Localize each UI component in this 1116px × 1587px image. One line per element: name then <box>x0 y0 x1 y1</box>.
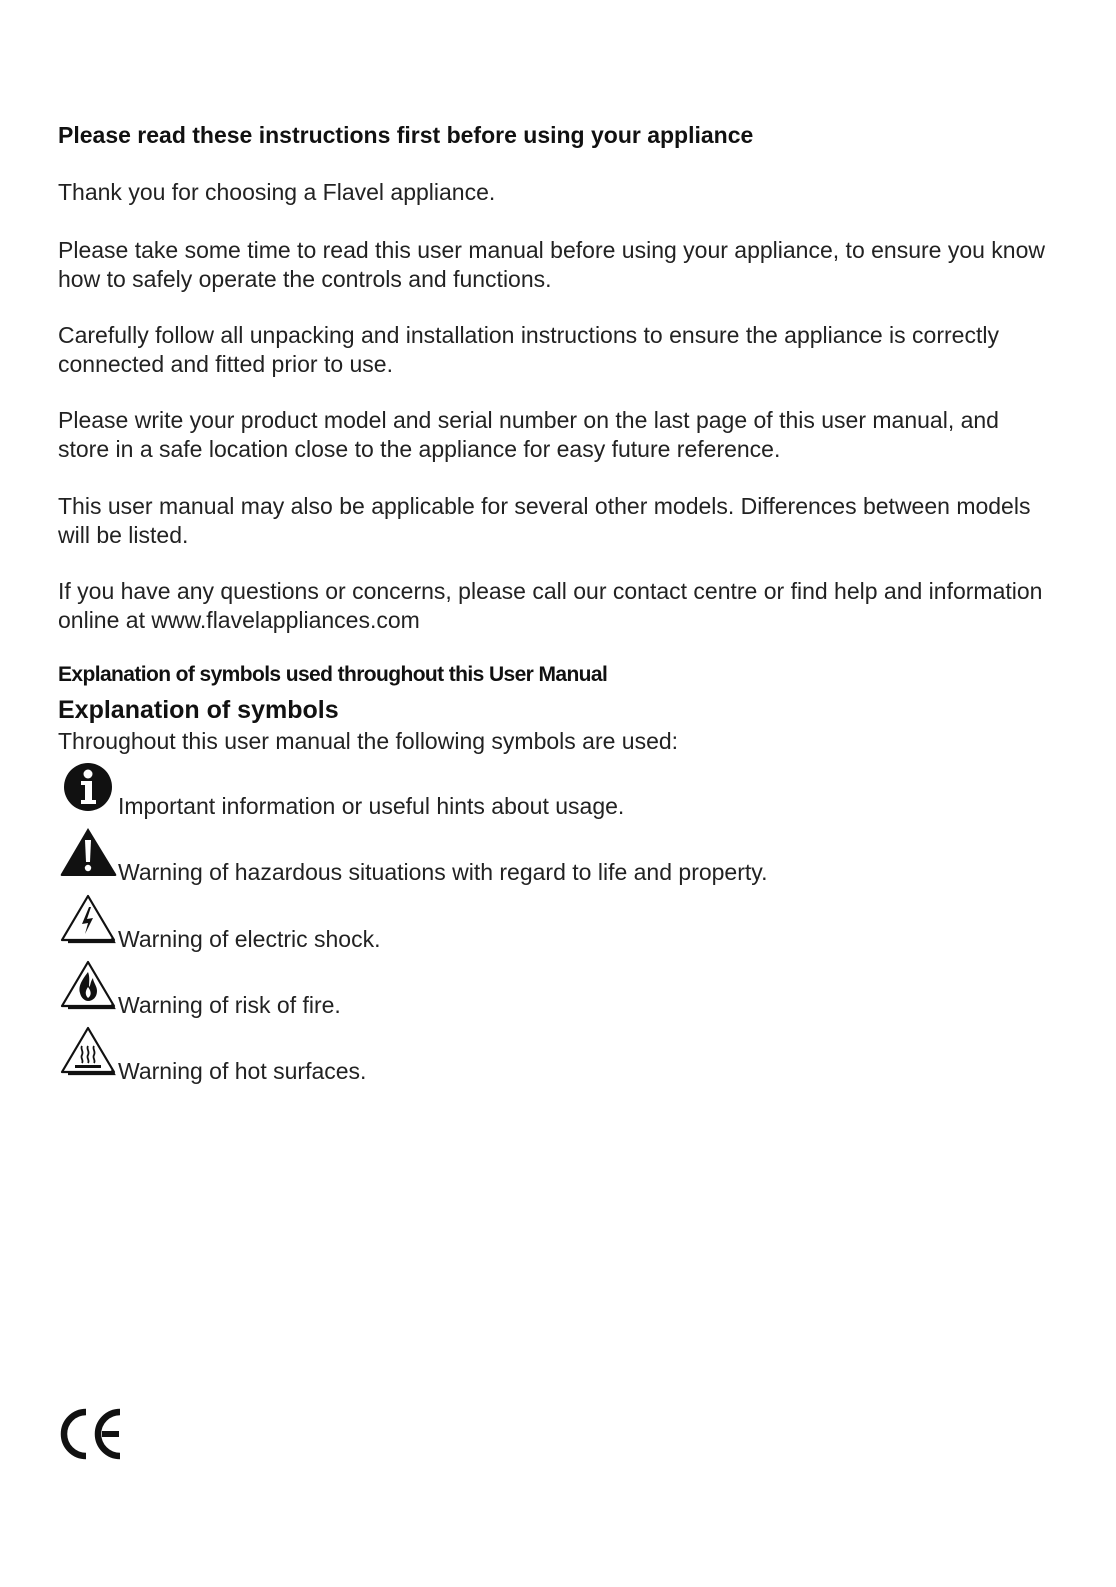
intro-paragraph-2: Please take some time to read this user manual before using your appliance, to ensure you know how to safely operate the controls and functions. <box>58 237 1046 292</box>
info-icon <box>60 760 118 816</box>
page-title: Please read these instructions first before using your appliance <box>58 122 754 148</box>
symbol-row-electric <box>58 892 958 952</box>
intro-paragraph-6: If you have any questions or concerns, please call our contact centre or find help and information online at www.flavelappliances.com <box>58 578 1043 633</box>
symbols-section-title: Explanation of symbols <box>58 696 339 724</box>
intro-paragraph-4: Please write your product model and serial number on the last page of this user manual, and store in a safe location close to the appliance for easy future reference. <box>58 407 999 462</box>
symbol-text-electric: Warning of electric shock. <box>118 926 381 952</box>
symbol-text-hazard: Warning of hazardous situations with regard to life and property. <box>118 859 768 885</box>
symbols-section-label: Explanation of symbols used throughout this User Manual <box>58 663 608 686</box>
symbol-text-info: Important information or useful hints about usage. <box>118 793 625 819</box>
intro-paragraph-1: Thank you for choosing a Flavel appliance. <box>58 179 496 205</box>
symbol-row-info <box>58 760 958 820</box>
fire-risk-icon <box>60 958 118 1014</box>
intro-paragraph-5: This user manual may also be applicable for several other models. Differences between models will be listed. <box>58 493 1031 548</box>
warning-hazard-icon <box>60 826 118 882</box>
symbol-row-hot-surface <box>58 1024 958 1084</box>
electric-shock-icon <box>60 892 118 948</box>
symbols-section-intro: Throughout this user manual the following symbols are used: <box>58 728 679 754</box>
symbol-row-hazard <box>58 826 958 886</box>
symbol-row-fire <box>58 958 958 1018</box>
symbol-text-hot-surface: Warning of hot surfaces. <box>118 1058 367 1084</box>
ce-mark-icon <box>58 1408 124 1460</box>
intro-paragraph-3: Carefully follow all unpacking and installation instructions to ensure the appliance is correctly connected and fitted prior to use. <box>58 322 999 377</box>
hot-surface-icon <box>60 1024 118 1080</box>
symbol-text-fire: Warning of risk of fire. <box>118 992 341 1018</box>
